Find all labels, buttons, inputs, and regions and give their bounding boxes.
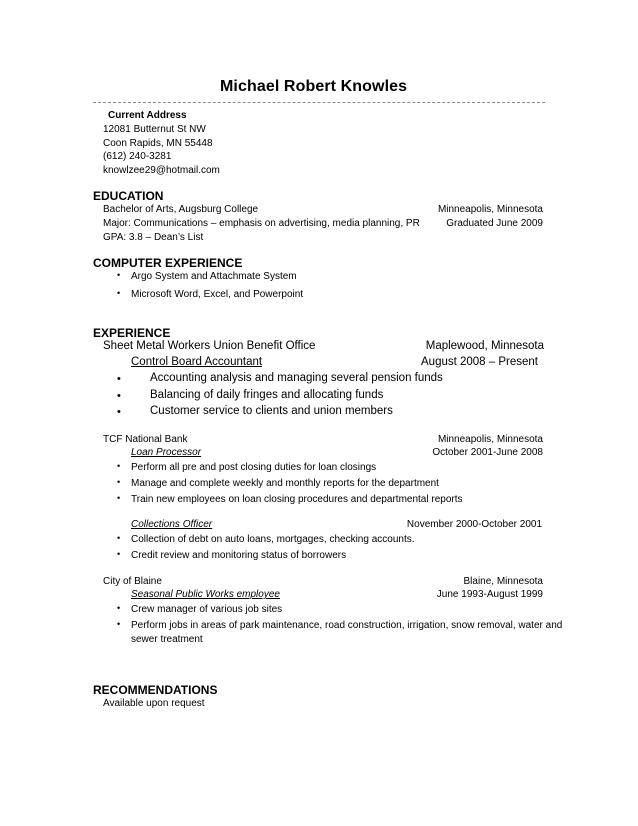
bullet-icon: • [117, 493, 121, 503]
bullet-icon: • [117, 549, 121, 559]
job3-location: Blaine, Minnesota [463, 576, 543, 587]
bullet-icon: • [117, 390, 121, 402]
job1-employer: Sheet Metal Workers Union Benefit Office [103, 340, 316, 352]
job2-duty: Train new employees on loan closing procedures and departmental reports [131, 494, 463, 505]
recommendations-text: Available upon request [103, 698, 205, 709]
job2-employer: TCF National Bank [103, 434, 188, 445]
job1-duty: Balancing of daily fringes and allocating funds [150, 389, 384, 401]
address-phone: (612) 240-3281 [103, 151, 172, 162]
address-label: Current Address [108, 110, 187, 121]
job3-title: Seasonal Public Works employee [131, 589, 280, 600]
job3-duty: sewer treatment [131, 634, 203, 645]
job1-duty: Customer service to clients and union members [150, 405, 393, 417]
address-email[interactable]: knowlzee29@hotmail.com [103, 165, 220, 176]
education-gpa: GPA: 3.8 – Dean’s List [103, 232, 204, 243]
bullet-icon: • [117, 619, 121, 629]
education-degree: Bachelor of Arts, Augsburg College [103, 204, 259, 215]
computer-item: Microsoft Word, Excel, and Powerpoint [131, 289, 304, 300]
job2-location: Minneapolis, Minnesota [437, 434, 543, 445]
header-divider [93, 102, 545, 103]
computer-heading: COMPUTER EXPERIENCE [93, 256, 243, 270]
recommendations-heading: RECOMMENDATIONS [93, 683, 218, 697]
job2-duty: Manage and complete weekly and monthly reports for the department [131, 478, 439, 489]
job2-dates: October 2001-June 2008 [432, 447, 543, 458]
address-city: Coon Rapids, MN 55448 [103, 138, 213, 149]
job1-title: Control Board Accountant [131, 356, 263, 368]
bullet-icon: • [117, 288, 121, 298]
experience-heading: EXPERIENCE [93, 326, 171, 340]
education-graduated: Graduated June 2009 [446, 218, 543, 229]
job3-duty: Crew manager of various job sites [131, 604, 283, 615]
resume-name: Michael Robert Knowles [220, 78, 408, 95]
job2-dates2: November 2000-October 2001 [406, 519, 542, 530]
job2-duty2: Collection of debt on auto loans, mortgages, checking accounts. [131, 534, 415, 545]
bullet-icon: • [117, 461, 121, 471]
education-location: Minneapolis, Minnesota [437, 204, 543, 215]
job2-title2: Collections Officer [131, 519, 213, 530]
address-street: 12081 Butternut St NW [103, 124, 206, 135]
education-major: Major: Communications – emphasis on advertising, media planning, PR [103, 218, 420, 229]
job3-dates: June 1993-August 1999 [436, 589, 543, 600]
job2-duty2: Credit review and monitoring status of borrowers [131, 550, 347, 561]
job1-duty: Accounting analysis and managing several pension funds [150, 372, 443, 384]
computer-item: Argo System and Attachmate System [131, 271, 297, 282]
job1-dates: August 2008 – Present [421, 356, 538, 368]
job3-employer: City of Blaine [103, 576, 162, 587]
job1-location: Maplewood, Minnesota [425, 340, 544, 352]
job2-title: Loan Processor [131, 447, 202, 458]
job3-duty: Perform jobs in areas of park maintenance, road construction, irrigation, snow removal, water and [131, 620, 563, 631]
bullet-icon: • [117, 373, 121, 385]
education-heading: EDUCATION [93, 189, 164, 203]
bullet-icon: • [117, 603, 121, 613]
bullet-icon: • [117, 533, 121, 543]
bullet-icon: • [117, 406, 121, 418]
bullet-icon: • [117, 270, 121, 280]
bullet-icon: • [117, 477, 121, 487]
job2-duty: Perform all pre and post closing duties for loan closings [131, 462, 377, 473]
